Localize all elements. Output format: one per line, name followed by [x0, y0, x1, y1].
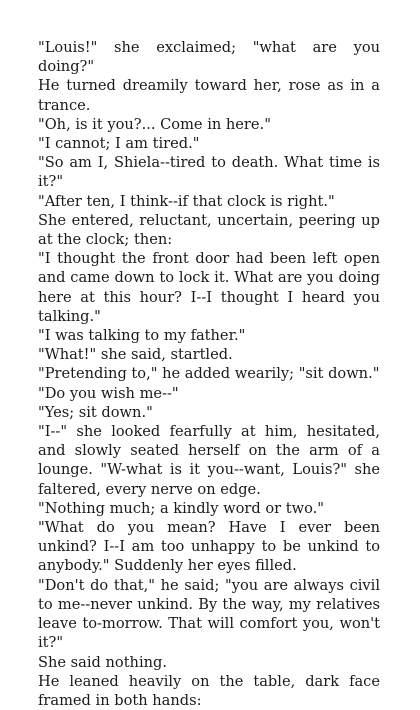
- paragraph: She entered, reluctant, uncertain, peering up at the clock; then:: [38, 211, 380, 249]
- paragraph: She said nothing.: [38, 653, 168, 671]
- paragraph: "What!" she said, startled.: [38, 346, 233, 364]
- paragraph: "I was talking to my father.": [38, 327, 246, 345]
- paragraph: "Nothing much; a kindly word or two.": [38, 499, 324, 517]
- paragraph: "Yes; sit down.": [38, 403, 153, 421]
- paragraph: "So am I, Shiela--tired to death. What time is it?": [38, 154, 380, 191]
- paragraph: "Oh, is it you?... Come in here.": [38, 115, 271, 133]
- document-page: [38, 38, 380, 710]
- paragraph: "I--" she looked fearfully at him, hesitated, and slowly seated herself on the arm of a lounge. "W-what is it you--want, Louis?" she faltered, every nerve on edge.: [38, 423, 380, 498]
- paragraph: "Pretending to," he added wearily; "sit down.": [38, 365, 380, 383]
- paragraph: "I thought the front door had been left open and came down to lock it. What are you doing here at this hour? I--I thought I heard you talking.": [38, 250, 380, 325]
- paragraph: "After ten, I think--if that clock is right.": [38, 192, 335, 210]
- paragraph: "Do you wish me--": [38, 384, 179, 402]
- paragraph: He turned dreamily toward her, rose as in a trance.: [38, 77, 380, 114]
- paragraph: "Don't do that," he said; "you are always civil to me--never unkind. By the way, my relatives leave to-morrow. That will comfort you, won't it?": [38, 576, 380, 652]
- paragraph: He leaned heavily on the table, dark face framed in both hands:: [38, 672, 380, 709]
- paragraph: "I cannot; I am tired.": [38, 135, 200, 153]
- paragraph: "What do you mean? Have I ever been unkind? I--I am too unhappy to be unkind to anybody." Suddenly her eyes filled.: [38, 519, 380, 575]
- paragraph: "Louis!" she exclaimed; "what are you doing?": [38, 39, 380, 76]
